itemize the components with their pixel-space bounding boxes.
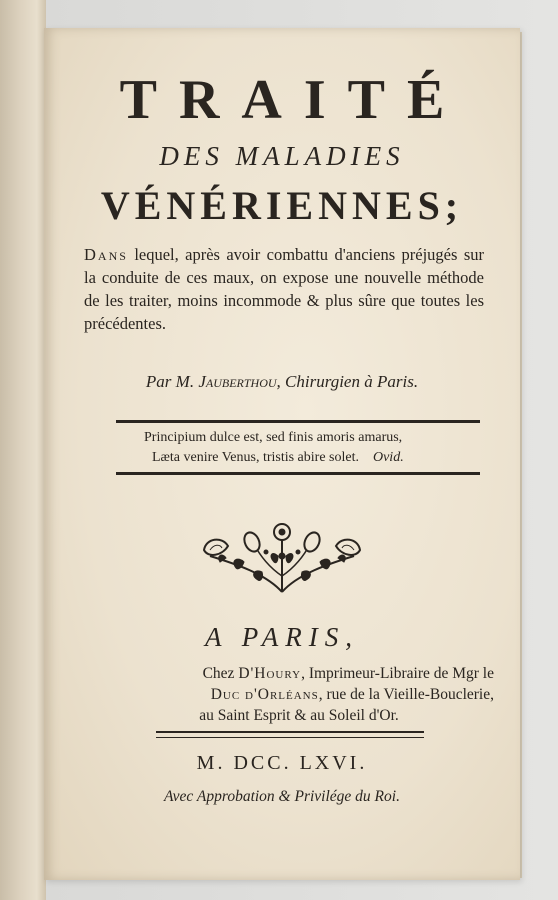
author-line — [44, 371, 520, 393]
epigraph-line-2: Læta venire Venus, tristis abire solet. — [152, 450, 359, 465]
author-suffix: , Chirurgien à Paris. — [276, 372, 419, 391]
date-rule-thin — [156, 737, 424, 738]
description-text: lequel, après avoir combattu d'anciens préjugés sur la conduite de ces maux, on expose une nouvelle méthode de les traiter, moins incommode & plus sûre que toutes les précédentes. — [84, 245, 484, 333]
imprint-line-1 — [104, 663, 494, 684]
imprint-duc: Duc d'Orléans — [210, 686, 319, 703]
book-spine — [0, 0, 46, 900]
title-subtitle: DES MALADIES — [159, 141, 405, 171]
publication-date: M. DCC. LXVI. — [196, 752, 368, 774]
epigraph-line-2-wrap — [144, 448, 480, 468]
imprint-line-1-rest: , Imprimeur-Libraire de Mgr le — [301, 665, 494, 682]
imprint-city: A PARIS, — [205, 622, 359, 652]
description-paragraph — [84, 243, 484, 335]
epigraph-rule-bottom — [116, 472, 480, 475]
description-lead: Dans — [84, 245, 128, 264]
imprint-printer: D'Houry — [238, 665, 302, 682]
author-name: Jauberthou — [198, 372, 277, 391]
approbation-line: Avec Approbation & Privilége du Roi. — [164, 788, 400, 805]
epigraph-attribution: Ovid. — [372, 450, 404, 465]
title-page — [44, 28, 520, 880]
epigraph — [144, 428, 480, 468]
epigraph-rule-top — [116, 420, 480, 423]
date-rule-thick — [156, 731, 424, 733]
floral-ornament-icon — [196, 516, 368, 596]
title-subtitle-2: VÉNÉRIENNES; — [100, 183, 464, 228]
imprint-line-3: au Saint Esprit & au Soleil d'Or. — [199, 707, 399, 724]
imprint-line-2 — [104, 684, 494, 705]
imprint-chez: Chez — [202, 665, 239, 682]
imprint-line-2-rest: , rue de la Vieille-Bouclerie, — [318, 686, 494, 703]
title-main: TRAITÉ — [119, 69, 467, 131]
imprint-block — [104, 663, 494, 726]
author-prefix: Par M. — [145, 372, 195, 391]
epigraph-line-1: Principium dulce est, sed finis amoris amarus, — [144, 430, 403, 445]
